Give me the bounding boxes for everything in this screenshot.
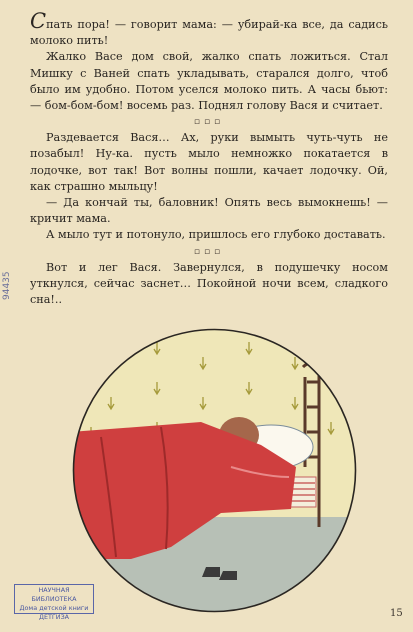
paragraph-1: Спать пора! — говорит мама: — убирай-ка все, да садись молоко пить!: [30, 9, 388, 48]
page-number: 15: [390, 608, 403, 619]
section-separator-2: ▫▫▫: [193, 246, 225, 257]
paragraph-2: Жалко Васе дом свой, жалко спать ложиться. Стал Мишку с Ваней спать укладывать, старался долго, чтоб было им удобно. Потом уселся молоко пить. А часы бьют: — бом-бом-бом! восемь раз. Поднял голову Вася и считает.: [30, 50, 388, 113]
bedtime-illustration: [71, 327, 358, 614]
margin-inventory-number: 94435: [2, 271, 12, 300]
story-text: [30, 9, 388, 308]
dropcap-letter: С: [30, 9, 47, 33]
section-separator-1: ▫▫▫: [193, 117, 225, 128]
paragraph-4: — Да кончай ты, баловник! Опять весь вымокнешь! — кричит мама.: [30, 196, 388, 226]
paragraph-5: А мыло тут и потонуло, пришлось его глубоко доставать.: [46, 228, 386, 242]
paragraph-3: Раздевается Вася… Ах, руки вымыть чуть-чуть не позабыл! Ну-ка. пусть мыло немножко покатается в лодочке, вот так! Вот волны пошли, качает лодочку. Ой, как страшно мыльцу!: [30, 131, 388, 193]
paragraph-6: Вот и лег Вася. Завернулся, в подушечку носом уткнулся, сейчас заснет… Покойной ночи всем, сладкого сна!..: [30, 260, 388, 307]
library-stamp: НАУЧНАЯ БИБЛИОТЕКА Дома детской книги ДЕТГИЗА: [14, 584, 94, 614]
